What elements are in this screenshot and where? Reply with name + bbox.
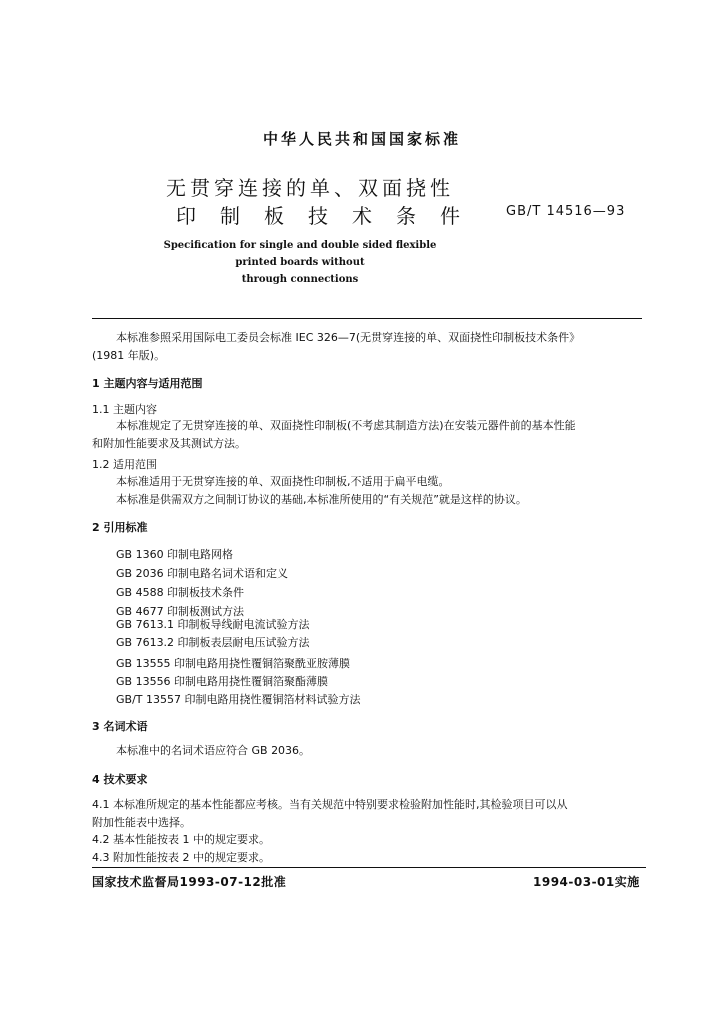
- approval-date: 国家技术监督局1993-07-12批准: [92, 875, 287, 889]
- section1-heading: 1 主题内容与适用范围: [92, 377, 203, 390]
- footer-divider: [92, 867, 646, 868]
- reference-item: GB 13555 印制电路用挠性覆铜箔聚酰亚胺薄膜: [116, 657, 351, 670]
- reference-item: GB/T 13557 印制电路用挠性覆铜箔材料试验方法: [116, 693, 361, 706]
- section3-heading: 3 名词术语: [92, 720, 148, 733]
- section4-1-text-line1: 4.1 本标准所规定的基本性能都应考核。当有关规范中特别要求检验附加性能时,其检验项目可以从: [92, 798, 568, 811]
- document-title-line2: 印制板技术条件: [176, 204, 484, 228]
- effective-date: 1994-03-01实施: [533, 875, 640, 889]
- intro-line2: (1981 年版)。: [92, 349, 166, 362]
- english-title-line3: through connections: [241, 274, 359, 285]
- intro-line1: 本标准参照采用国际电工委员会标准 IEC 326—7(无贯穿连接的单、双面挠性印制板技术条件》: [116, 331, 581, 344]
- section4-3-text: 4.3 附加性能按表 2 中的规定要求。: [92, 851, 270, 864]
- reference-item: GB 1360 印制电路网格: [116, 548, 234, 561]
- reference-item: GB 13556 印制电路用挠性覆铜箔聚酯薄膜: [116, 675, 329, 688]
- reference-item: GB 4677 印制板测试方法: [116, 605, 245, 618]
- reference-item: GB 7613.1 印制板导线耐电流试验方法: [116, 618, 310, 631]
- reference-item: GB 7613.2 印制板表层耐电压试验方法: [116, 636, 310, 649]
- section1-1-text-line2: 和附加性能要求及其测试方法。: [92, 437, 246, 450]
- section1-2-text-line1: 本标准适用于无贯穿连接的单、双面挠性印制板,不适用于扁平电缆。: [116, 475, 450, 488]
- section1-1-heading: 1.1 主题内容: [92, 403, 157, 416]
- section1-2-heading: 1.2 适用范围: [92, 458, 157, 471]
- english-title-line2: printed boards without: [235, 257, 365, 268]
- section4-heading: 4 技术要求: [92, 773, 148, 786]
- section4-2-text: 4.2 基本性能按表 1 中的规定要求。: [92, 833, 270, 846]
- section1-2-text-line2: 本标准是供需双方之间制订协议的基础,本标准所使用的“有关规范”就是这样的协议。: [116, 493, 527, 506]
- title-divider: [92, 318, 642, 319]
- reference-item: GB 2036 印制电路名词术语和定义: [116, 567, 289, 580]
- section2-heading: 2 引用标准: [92, 521, 148, 534]
- section1-1-text-line1: 本标准规定了无贯穿连接的单、双面挠性印制板(不考虑其制造方法)在安装元器件前的基本性能: [116, 419, 576, 432]
- section3-text: 本标准中的名词术语应符合 GB 2036。: [116, 744, 311, 757]
- standard-header: 中华人民共和国国家标准: [262, 130, 461, 148]
- document-title-line1: 无贯穿连接的单、双面挠性: [166, 176, 454, 200]
- english-title-line1: Specification for single and double sided flexible: [163, 240, 437, 251]
- reference-item: GB 4588 印制板技术条件: [116, 586, 245, 599]
- section4-1-text-line2: 附加性能表中选择。: [92, 816, 191, 829]
- standard-code: GB/T 14516—93: [506, 204, 626, 219]
